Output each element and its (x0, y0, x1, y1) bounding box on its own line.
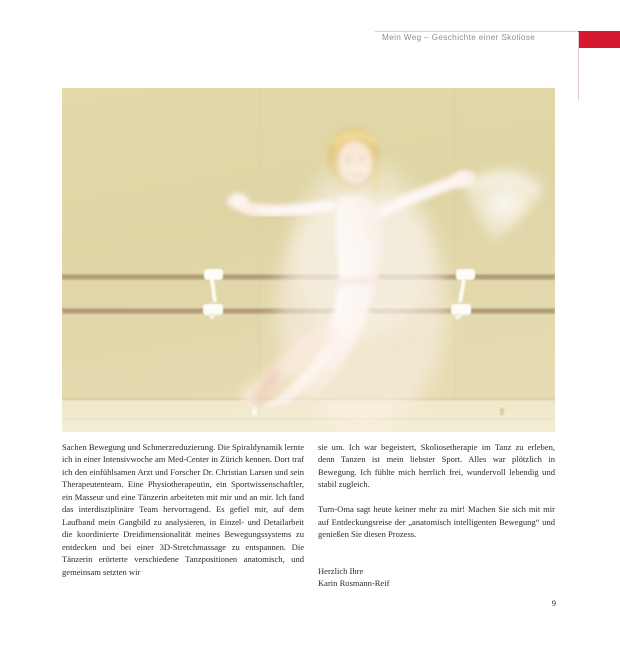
accent-red-block (578, 31, 620, 48)
dancer-photo (62, 88, 555, 432)
signature-name: Karin Rosmann-Reif (318, 578, 390, 589)
dancer-photo-illustration (62, 88, 555, 432)
paragraph: sie um. Ich war begeistert, Skoliosetherapie im Tanz zu erleben, denn Tanzen ist mein liebster Sport. Alles war plötzlich in Bewegung. Ich fühlte mich herrlich frei, wundervoll lebendig und stabil zugleich. (318, 442, 555, 490)
header-vertical-rule (578, 32, 579, 100)
body-column-left (62, 441, 304, 578)
paragraph: Turn-Oma sagt heute keiner mehr zu mir! Machen Sie sich mit mir auf Entdeckungsreise der „anatomisch intelligenten Bewegung“ und genießen Sie diesen Prozess. (318, 504, 555, 540)
header-rule (375, 31, 578, 32)
body-column-right (318, 441, 555, 541)
page-number: 9 (551, 598, 556, 608)
signature-block (318, 565, 389, 590)
signature-closing: Herzlich Ihre (318, 566, 364, 576)
paragraph: Sachen Bewegung und Schmerzreduzierung. Die Spiraldynamik lernte ich in einer Intensivwoche am Med-Center in Zürich kennen. Dort traf ich den einfühlsamen Arzt und Forscher Dr. Christian Larsen und sein Therapeutenteam. Eine Physiotherapeutin, ein Sportwissenschaftler, ein Masseur und eine Tänzerin arbeiteten mit mir und an mir. Ich fand das interdisziplinäre Team hervorragend. Es gefiel mir, auf dem Laufband mein Gangbild zu analysieren, in Einzel- und Detailarbeit die koordinierte Dreidimensionalität meines Bewegungssystems zu entdecken und bei einer 3D-Stretchmassage zu entspannen. Die Tänzerin erörterte verschiedene Tanzpositionen anatomisch, und gemeinsam setzten wir (62, 442, 304, 577)
running-head: Mein Weg – Geschichte einer Skoliose (382, 33, 536, 42)
